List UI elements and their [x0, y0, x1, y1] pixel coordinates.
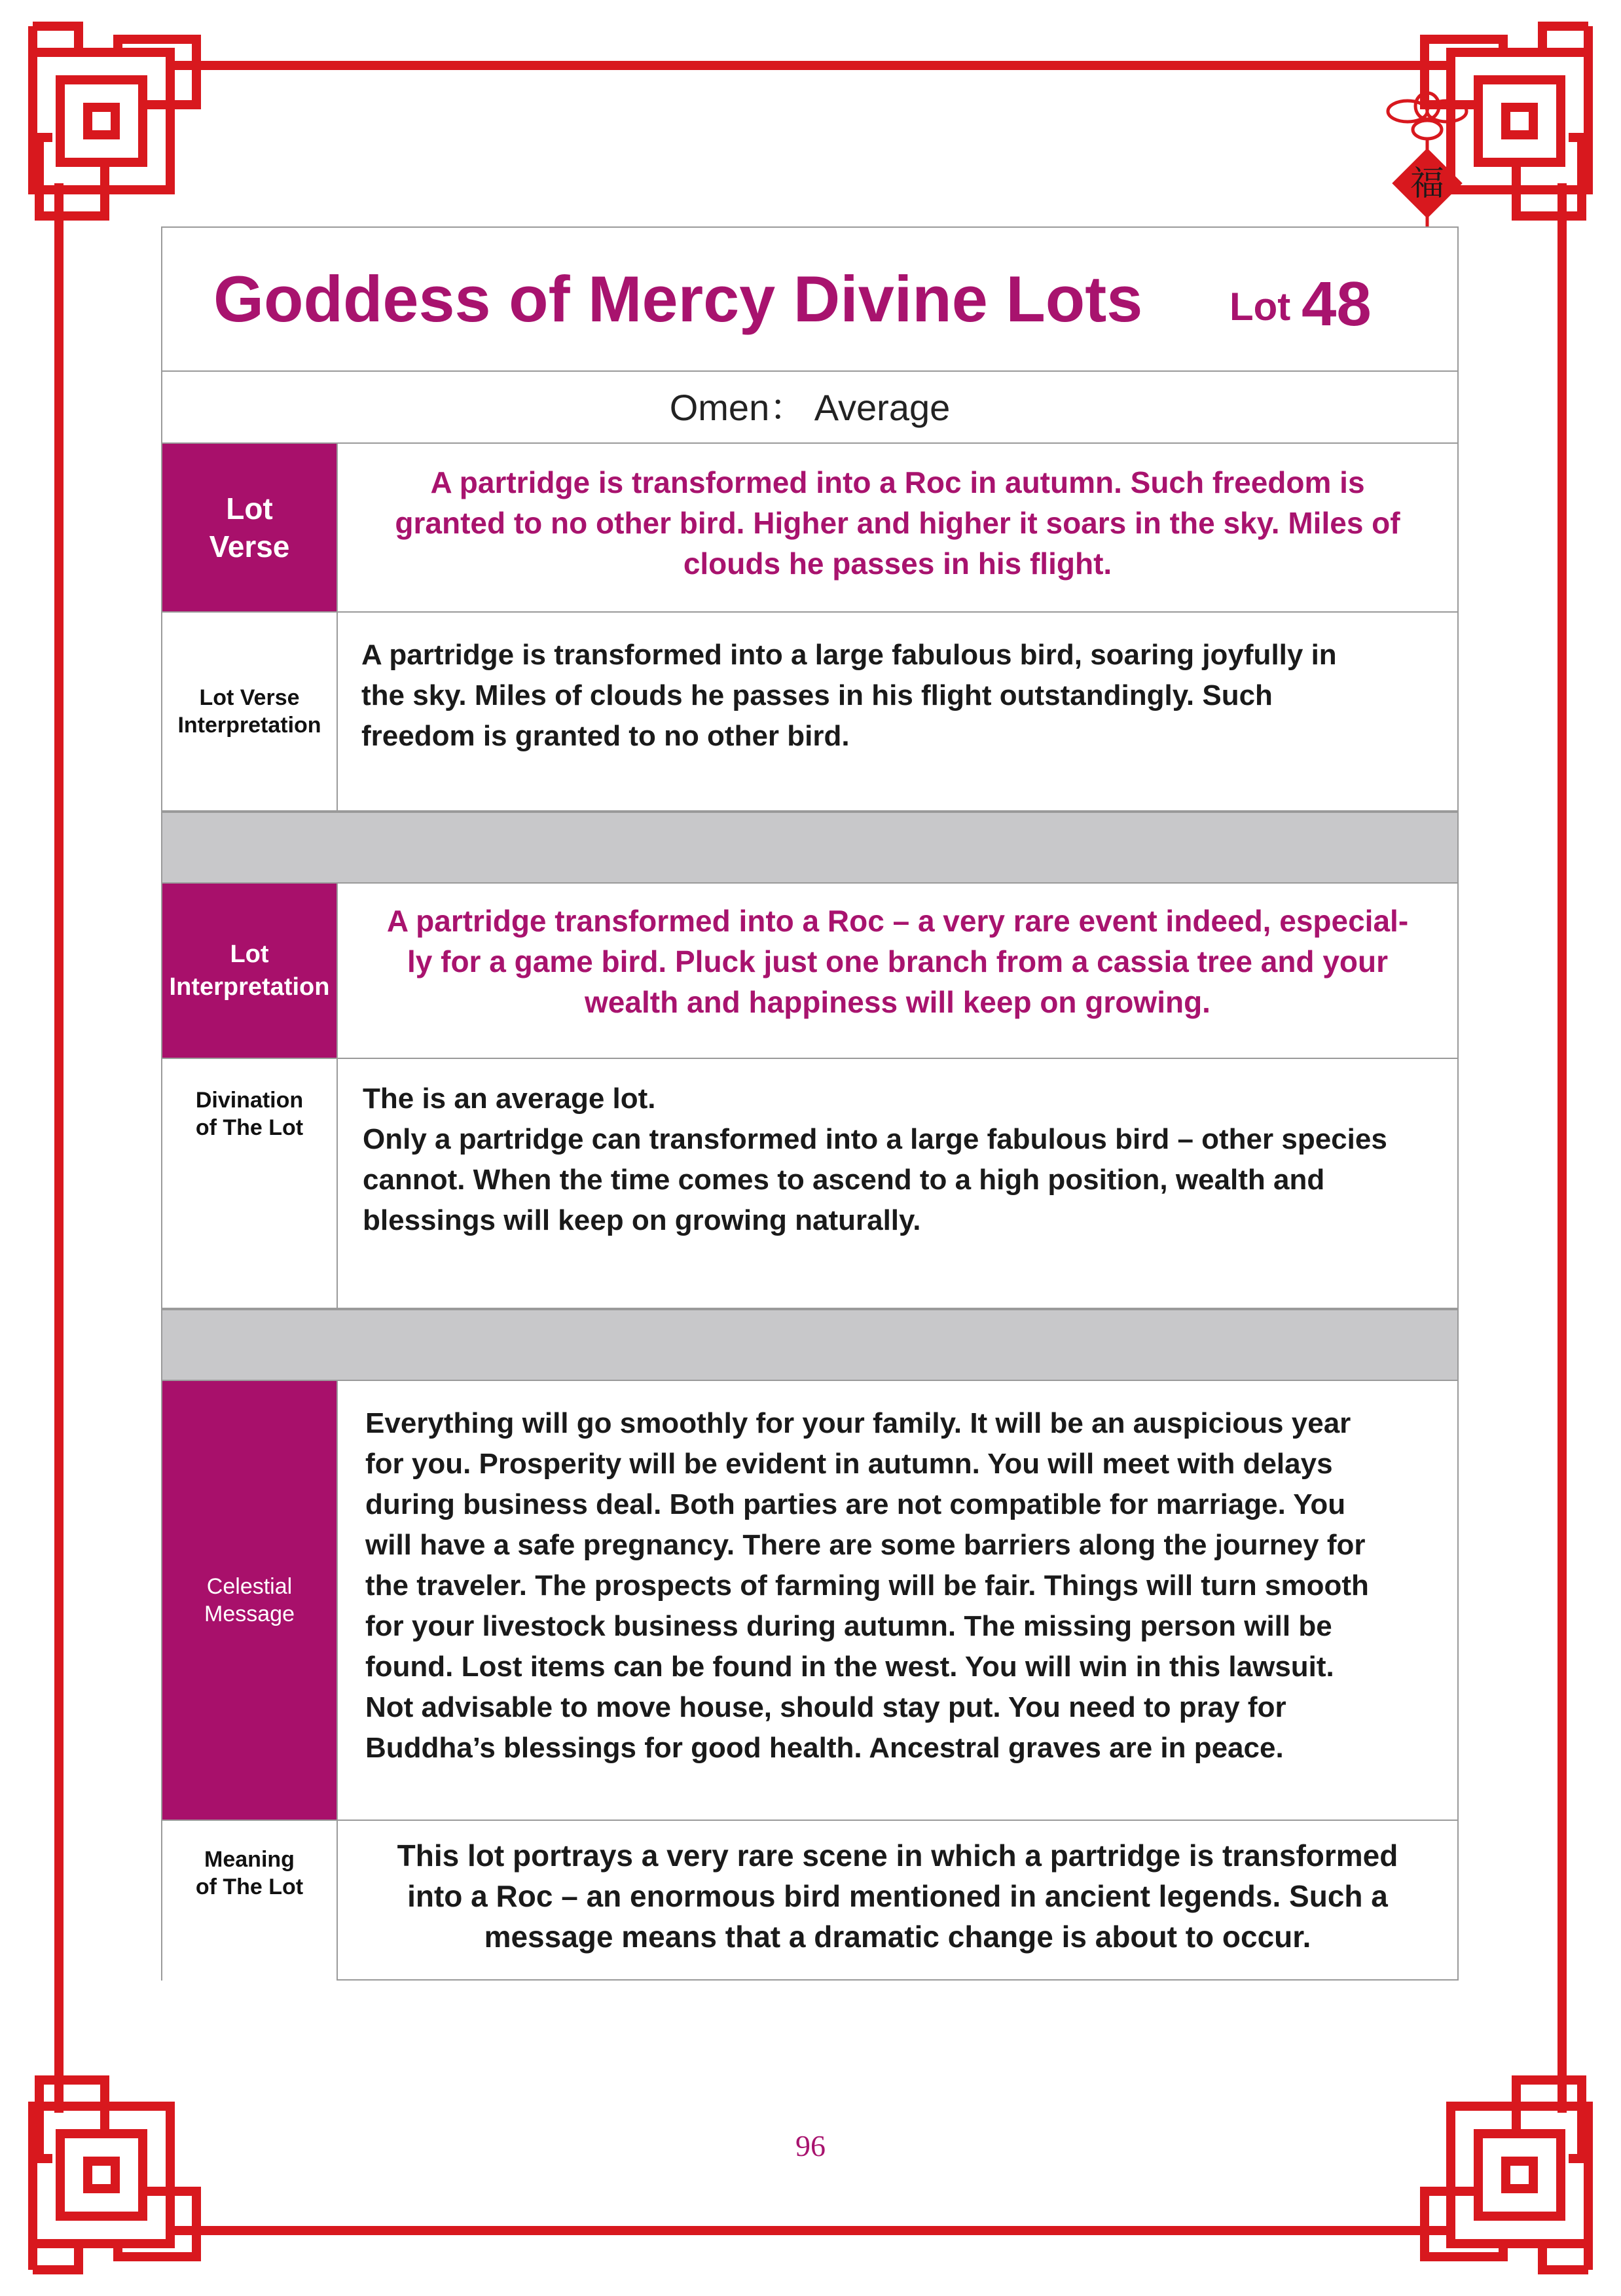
lot-verse-row [162, 444, 1457, 613]
label-line: Lot [230, 941, 269, 968]
text-line: wealth and happiness will keep on growing. [585, 985, 1211, 1019]
divination-label [162, 1059, 338, 1308]
text-line: A partridge is transformed into a Roc in autumn. Such freedom is [430, 465, 1365, 499]
text-line: for you. Prosperity will be evident in autumn. You will meet with delays [365, 1448, 1333, 1480]
label-line: Divination [195, 1088, 304, 1113]
celestial-message-row [162, 1381, 1457, 1821]
lot-interpretation-row [162, 884, 1457, 1059]
text-line: the traveler. The prospects of farming will be fair. Things will turn smooth [365, 1570, 1369, 1602]
text-line: cannot. When the time comes to ascend to a high position, wealth and [363, 1164, 1325, 1196]
page-title: Goddess of Mercy Divine Lots [213, 262, 1143, 335]
text-line: freedom is granted to no other bird. [361, 720, 850, 752]
divination-row [162, 1059, 1457, 1309]
label-line: of The Lot [195, 1115, 304, 1140]
label-line: Celestial [206, 1574, 293, 1599]
lot-number: 48 [1302, 269, 1372, 339]
lot-verse-text [338, 444, 1457, 611]
label-line: Meaning [204, 1847, 295, 1872]
lot-table [161, 226, 1459, 1981]
text-line: Everything will go smoothly for your family. It will be an auspicious year [365, 1407, 1351, 1439]
label-line: Interpretation [169, 973, 330, 1001]
lot-interpretation-text [338, 884, 1457, 1058]
lot-label: Lot [1229, 285, 1291, 329]
label-line: Message [204, 1602, 295, 1626]
lot-verse-label [162, 444, 338, 611]
label-line: of The Lot [195, 1874, 304, 1899]
separator-band [162, 812, 1457, 884]
text-line: Only a partridge can transformed into a large fabulous bird – other species [363, 1123, 1387, 1155]
omen-value: Average [814, 387, 951, 428]
text-line: Buddha’s blessings for good health. Ancestral graves are in peace. [365, 1732, 1284, 1764]
celestial-message-label [162, 1381, 338, 1820]
text-line: for your livestock business during autumn. The missing person will be [365, 1610, 1332, 1642]
verse-interpretation-row [162, 613, 1457, 812]
text-line: blessings will keep on growing naturally. [363, 1204, 921, 1236]
meaning-row [162, 1821, 1457, 1981]
text-line: during business deal. Both parties are not compatible for marriage. You [365, 1488, 1346, 1520]
header-row [162, 228, 1457, 372]
meaning-label [162, 1821, 338, 1981]
omen-row [162, 372, 1457, 444]
text-line: A partridge is transformed into a large fabulous bird, soaring joyfully in [361, 639, 1337, 671]
text-line: clouds he passes in his flight. [683, 547, 1112, 581]
label-line: Verse [209, 529, 290, 564]
text-line: A partridge transformed into a Roc – a very rare event indeed, especial- [386, 904, 1409, 938]
text-line: The is an average lot. [363, 1083, 656, 1115]
text-line: ly for a game bird. Pluck just one branch from a cassia tree and your [407, 944, 1388, 978]
text-line: found. Lost items can be found in the west. You will win in this lawsuit. [365, 1651, 1334, 1683]
page-number: 96 [795, 2129, 826, 2162]
verse-interpretation-text [338, 613, 1457, 810]
svg-text:福: 福 [1410, 164, 1445, 204]
separator-band [162, 1309, 1457, 1381]
text-line: Not advisable to move house, should stay put. You need to pray for [365, 1691, 1286, 1723]
text-line: granted to no other bird. Higher and higher it soars in the sky. Miles of [395, 506, 1400, 540]
text-line: will have a safe pregnancy. There are some barriers along the journey for [365, 1529, 1366, 1561]
label-line: Interpretation [177, 713, 321, 738]
text-line: message means that a dramatic change is about to occur. [484, 1920, 1311, 1954]
lot-interpretation-label [162, 884, 338, 1058]
omen-label: Omen [669, 387, 770, 428]
text-line: This lot portrays a very rare scene in which a partridge is transformed [397, 1839, 1398, 1873]
text-line: the sky. Miles of clouds he passes in his flight outstandingly. Such [361, 679, 1273, 711]
label-line: Lot [226, 492, 273, 526]
celestial-message-text [338, 1381, 1457, 1820]
verse-interpretation-label [162, 613, 338, 810]
omen-separator: ： [769, 387, 807, 428]
meaning-text [338, 1821, 1457, 1981]
text-line: into a Roc – an enormous bird mentioned in ancient legends. Such a [407, 1879, 1388, 1913]
label-line: Lot Verse [199, 685, 300, 710]
divination-text [338, 1059, 1457, 1308]
